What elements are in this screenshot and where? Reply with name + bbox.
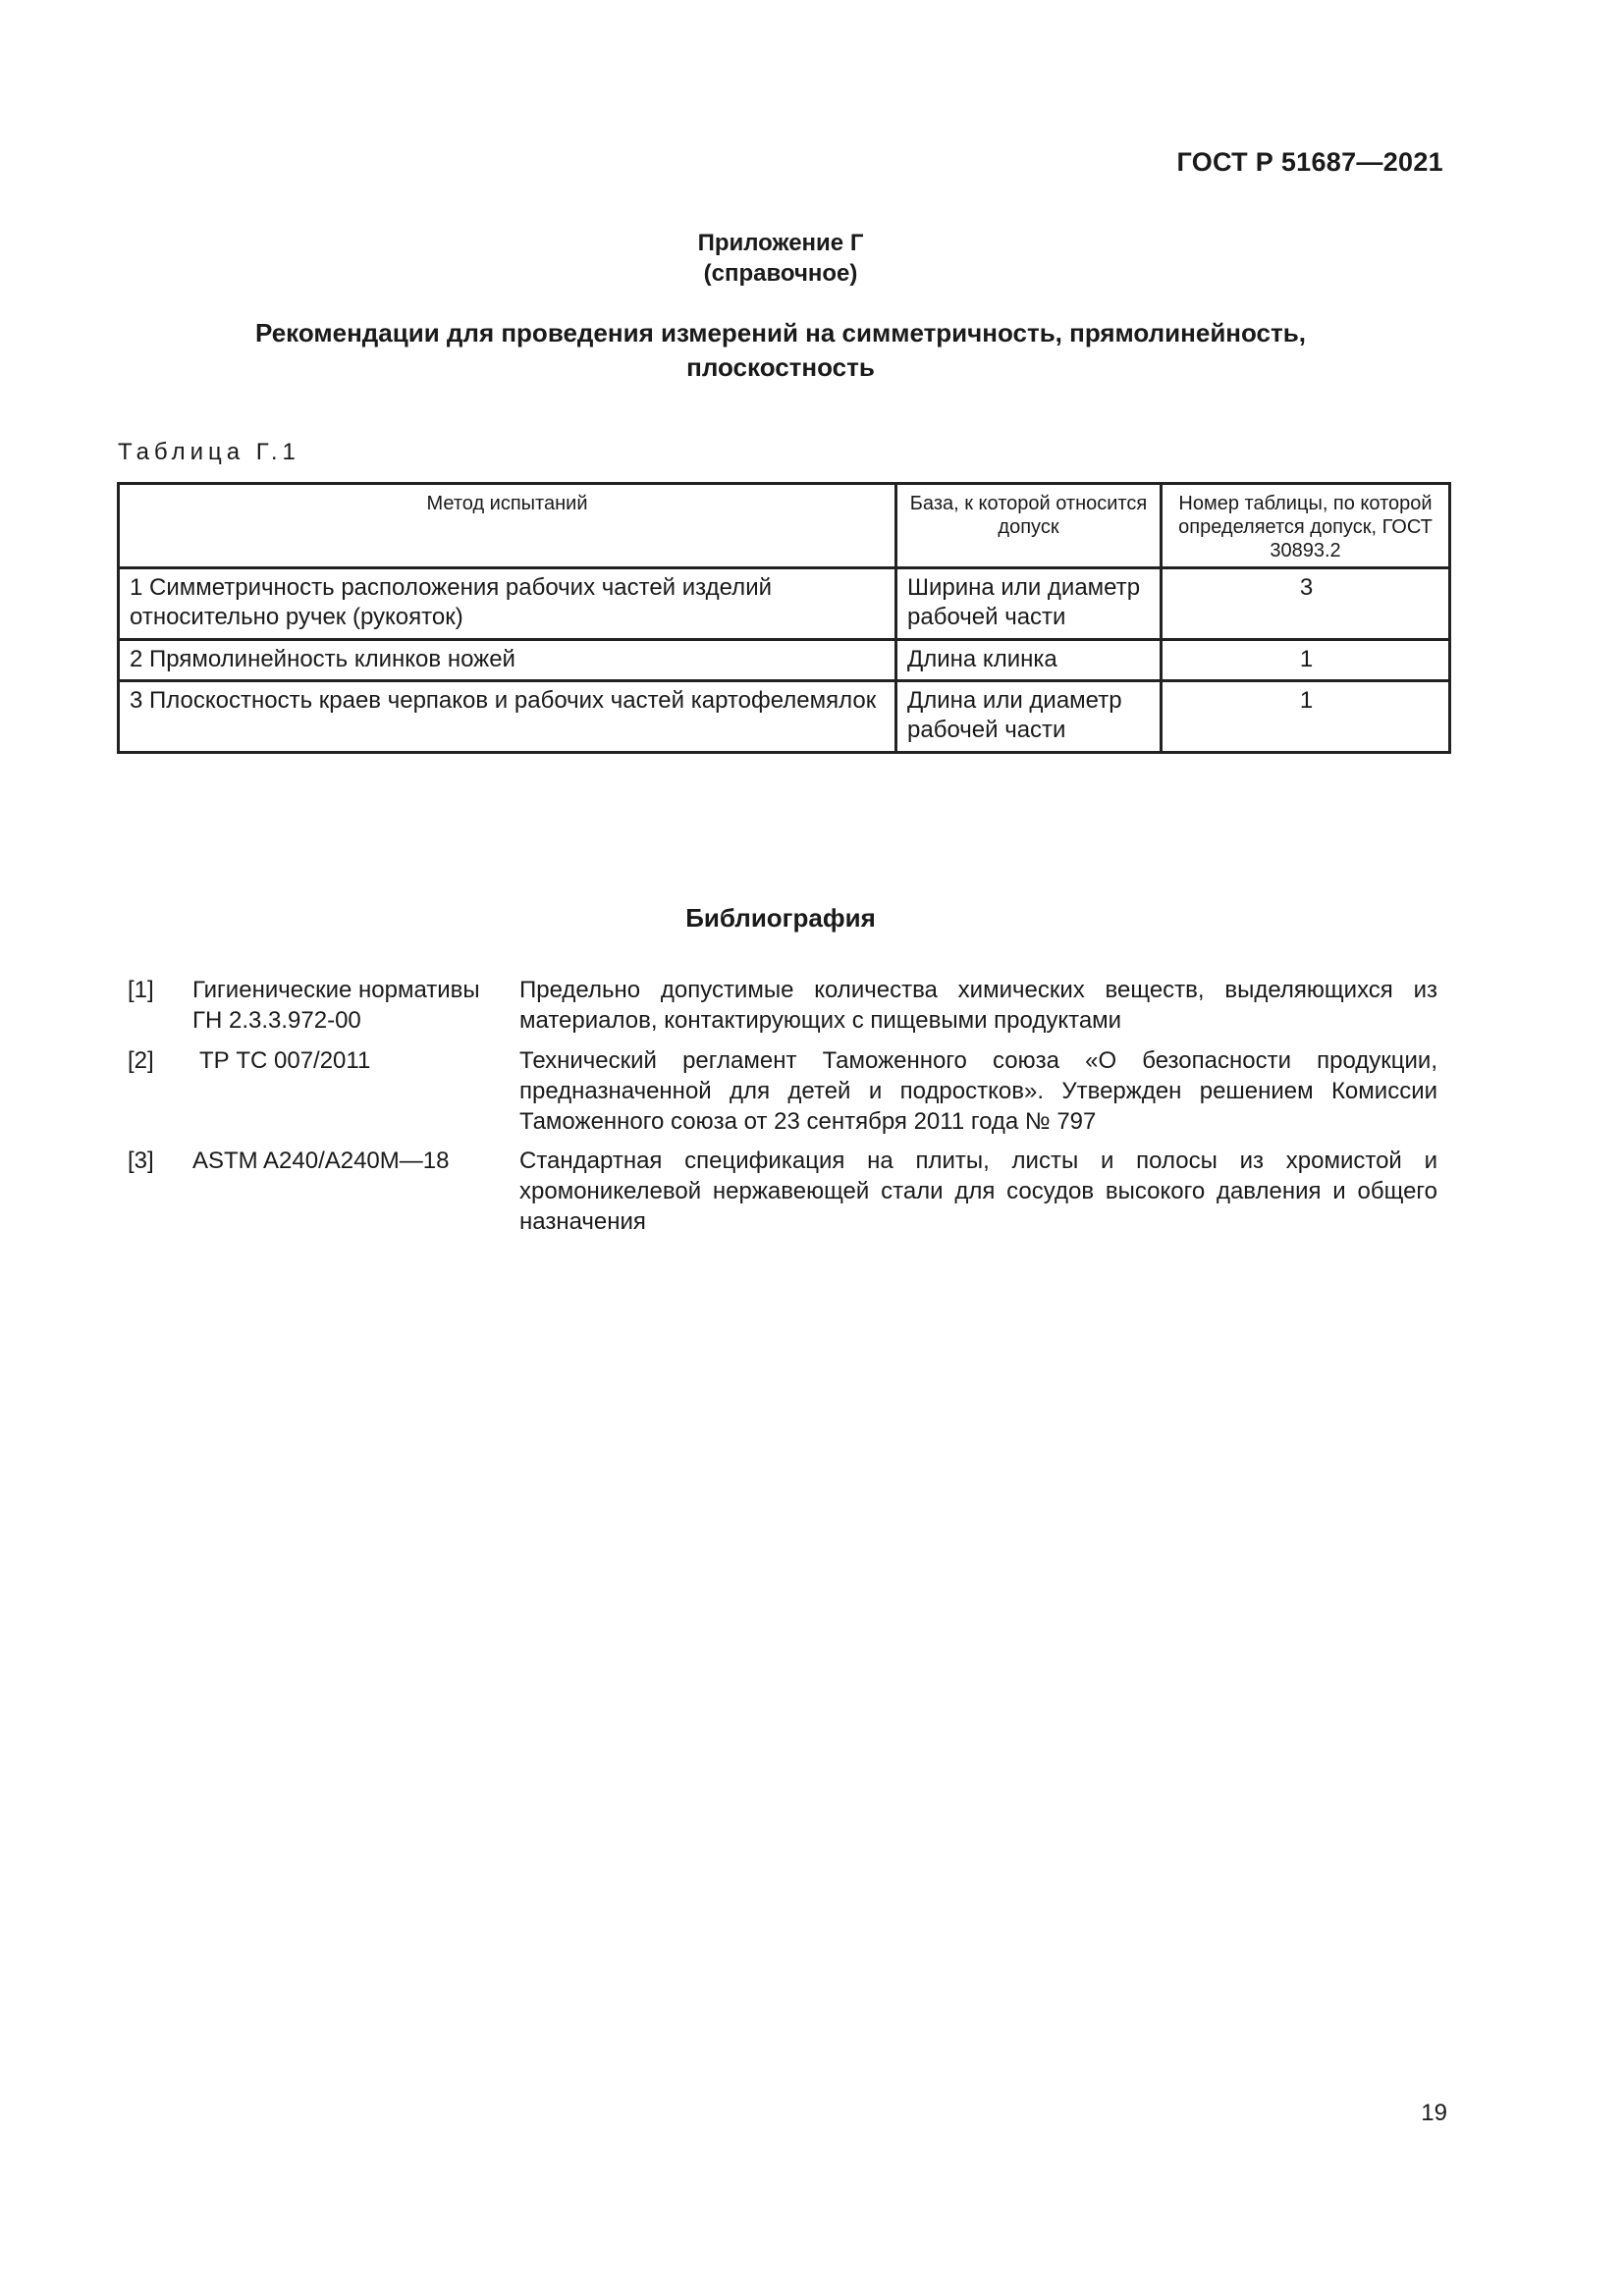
- tolerance-table: [117, 482, 1451, 754]
- appendix-title: Приложение Г: [697, 230, 864, 256]
- column-header-method: Метод испытаний: [119, 484, 896, 568]
- bibliography-number: [2]: [128, 1047, 154, 1074]
- table-caption: Таблица Г.1: [118, 439, 300, 465]
- bibliography-code: ASTM A240/A240M—18: [192, 1148, 450, 1174]
- column-header-table-number: Номер таблицы, по которой определяется допуск, ГОСТ 30893.2: [1162, 484, 1450, 568]
- bibliography-number: [1]: [128, 977, 154, 1003]
- bibliography-description: Предельно допустимые количества химических веществ, выделяющихся из материалов, контактирующих с пищевыми продуктами: [519, 977, 1437, 1034]
- page-number: 19: [1421, 2100, 1447, 2126]
- table-cell-method: 3 Плоскостность краев черпаков и рабочих частей картофелемялок: [119, 681, 896, 753]
- table-row: [119, 640, 1450, 681]
- table-cell-base: Длина или диаметр рабочей части: [896, 681, 1162, 753]
- appendix-type: (справочное): [703, 260, 858, 287]
- table-cell-number: 1: [1162, 681, 1450, 753]
- table-cell-method: 2 Прямолинейность клинков ножей: [119, 640, 896, 681]
- table-row: [119, 568, 1450, 640]
- bibliography-code: ТР ТС 007/2011: [199, 1047, 371, 1074]
- bibliography-description: Технический регламент Таможенного союза «О безопасности продукции, предназначенной для детей и подростков». Утвержден решением Комиссии Таможенного союза от 23 сентября 2011 года № 797: [519, 1047, 1437, 1135]
- column-header-base: База, к которой относится допуск: [896, 484, 1162, 568]
- table-cell-number: 3: [1162, 568, 1450, 640]
- bibliography-code: Гигиенические нормативы ГН 2.3.3.972-00: [192, 977, 480, 1034]
- section-heading-line-1: Рекомендации для проведения измерений на симметричность, прямолинейность,: [255, 318, 1306, 347]
- table-row: [119, 681, 1450, 753]
- table-cell-base: Ширина или диаметр рабочей части: [896, 568, 1162, 640]
- bibliography-number: [3]: [128, 1148, 154, 1174]
- table-cell-base: Длина клинка: [896, 640, 1162, 681]
- appendix-heading: [0, 228, 1561, 289]
- bibliography-title: Библиография: [685, 903, 876, 933]
- bibliography-description: Стандартная спецификация на плиты, листы и полосы из хромистой и хромоникелевой нержавеющей стали для сосудов высокого давления и общего назначения: [519, 1148, 1437, 1235]
- section-heading-line-2: плоскостность: [686, 352, 875, 382]
- table-header-row: [119, 484, 1450, 568]
- table-cell-number: 1: [1162, 640, 1450, 681]
- table-cell-method: 1 Симметричность расположения рабочих частей изделий относительно ручек (рукояток): [119, 568, 896, 640]
- section-heading: [0, 316, 1561, 385]
- document-id: ГОСТ Р 51687—2021: [1176, 147, 1443, 177]
